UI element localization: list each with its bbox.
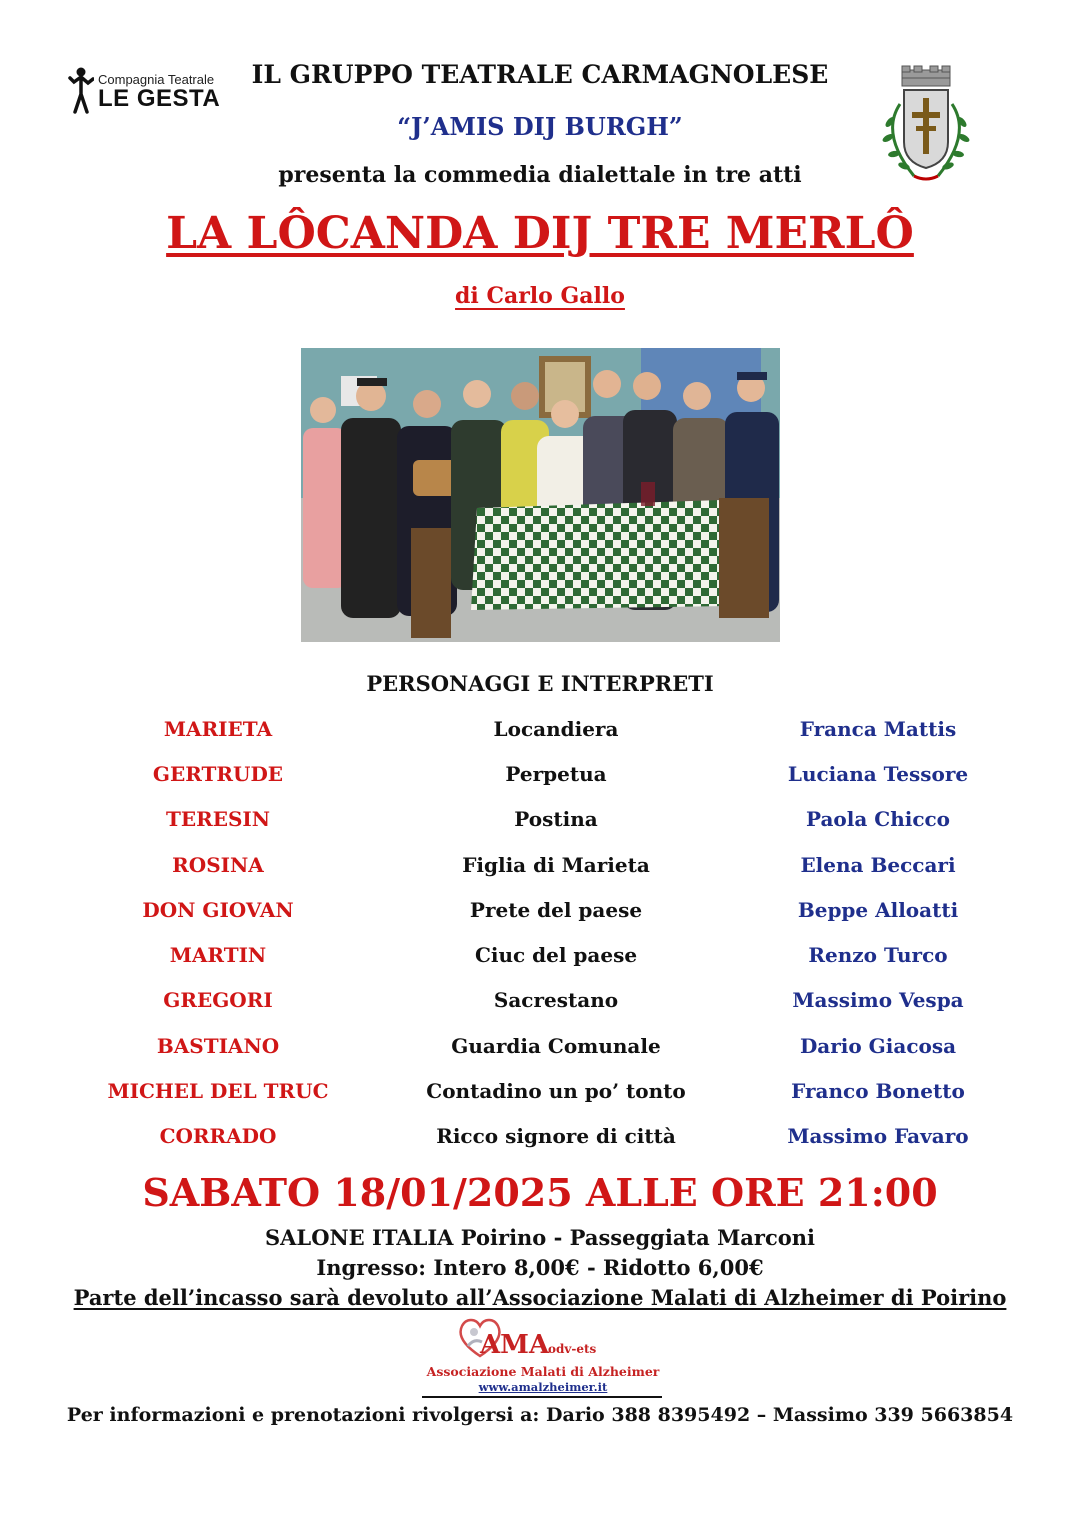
event-venue: SALONE ITALIA Poirino - Passeggiata Marconi bbox=[264, 1225, 816, 1250]
play-author-text: di Carlo Gallo bbox=[455, 283, 625, 309]
play-title-text: LA LÔCANDA DIJ TRE MERLÔ bbox=[166, 208, 914, 259]
actor-name: Massimo Vespa bbox=[792, 988, 964, 1012]
character-role: Figlia di Marieta bbox=[462, 853, 650, 877]
ama-divider bbox=[422, 1396, 662, 1398]
character-role: Ciuc del paese bbox=[474, 943, 638, 967]
actor-name: Beppe Alloatti bbox=[797, 898, 959, 922]
actor-name: Franco Bonetto bbox=[791, 1079, 965, 1103]
character-name: MARTIN bbox=[169, 943, 267, 967]
character-role: Locandiera bbox=[493, 717, 619, 741]
character-role: Sacrestano bbox=[493, 988, 619, 1012]
cast-row bbox=[0, 1034, 1080, 1074]
character-name: GERTRUDE bbox=[152, 762, 284, 786]
character-role: Guardia Comunale bbox=[451, 1034, 661, 1058]
character-name: BASTIANO bbox=[156, 1034, 280, 1058]
actor-name: Paola Chicco bbox=[805, 807, 951, 831]
character-name: GREGORI bbox=[163, 988, 273, 1012]
play-title bbox=[0, 208, 1080, 259]
character-role: Ricco signore di città bbox=[436, 1124, 676, 1148]
ama-logo bbox=[420, 1314, 666, 1400]
cast-photo bbox=[301, 348, 780, 642]
cast-title: PERSONAGGI E INTERPRETI bbox=[366, 671, 714, 696]
actor-name: Luciana Tessore bbox=[787, 762, 969, 786]
event-date: SABATO 18/01/2025 ALLE ORE 21:00 bbox=[142, 1170, 938, 1215]
character-name: TERESIN bbox=[165, 807, 271, 831]
group-name: IL GRUPPO TEATRALE CARMAGNOLESE bbox=[251, 60, 829, 89]
cast-row bbox=[0, 717, 1080, 757]
character-name: ROSINA bbox=[172, 853, 264, 877]
character-name: CORRADO bbox=[159, 1124, 277, 1148]
cast-row bbox=[0, 853, 1080, 893]
character-name: DON GIOVAN bbox=[142, 898, 294, 922]
actor-name: Massimo Favaro bbox=[787, 1124, 969, 1148]
character-name: MARIETA bbox=[163, 717, 273, 741]
character-role: Prete del paese bbox=[469, 898, 643, 922]
logo-line-2: LE GESTA bbox=[98, 85, 221, 112]
actor-name: Elena Beccari bbox=[800, 853, 956, 877]
character-role: Postina bbox=[514, 807, 598, 831]
cast-row bbox=[0, 1124, 1080, 1164]
cast-row bbox=[0, 988, 1080, 1028]
character-name: MICHEL DEL TRUC bbox=[107, 1079, 329, 1103]
troupe-name: “J’AMIS DIJ BURGH” bbox=[397, 112, 683, 141]
ama-name: AMA bbox=[480, 1330, 550, 1360]
character-role: Contadino un po’ tonto bbox=[426, 1079, 686, 1103]
character-role: Perpetua bbox=[505, 762, 607, 786]
cast-row bbox=[0, 807, 1080, 847]
cast-row bbox=[0, 943, 1080, 983]
cast-row bbox=[0, 1079, 1080, 1119]
contact-info: Per informazioni e prenotazioni rivolgersi a: Dario 388 8395492 – Massimo 339 5663854 bbox=[66, 1404, 1014, 1426]
cast-row bbox=[0, 762, 1080, 802]
ama-suffix: odv-ets bbox=[548, 1342, 597, 1356]
actor-name: Franca Mattis bbox=[799, 717, 957, 741]
logo-line-1: Compagnia Teatrale bbox=[98, 72, 215, 87]
charity-note-text: Parte dell’incasso sarà devoluto all’Associazione Malati di Alzheimer di Poirino bbox=[73, 1285, 1007, 1310]
ticket-price: Ingresso: Intero 8,00€ - Ridotto 6,00€ bbox=[316, 1255, 764, 1280]
cast-row bbox=[0, 898, 1080, 938]
play-author bbox=[0, 283, 1080, 309]
presents-line: presenta la commedia dialettale in tre atti bbox=[278, 162, 802, 188]
actor-name: Renzo Turco bbox=[808, 943, 948, 967]
ama-full-name: Associazione Malati di Alzheimer bbox=[426, 1364, 660, 1379]
actor-name: Dario Giacosa bbox=[799, 1034, 957, 1058]
ama-website: www.amalzheimer.it bbox=[478, 1380, 608, 1394]
charity-note bbox=[0, 1285, 1080, 1310]
